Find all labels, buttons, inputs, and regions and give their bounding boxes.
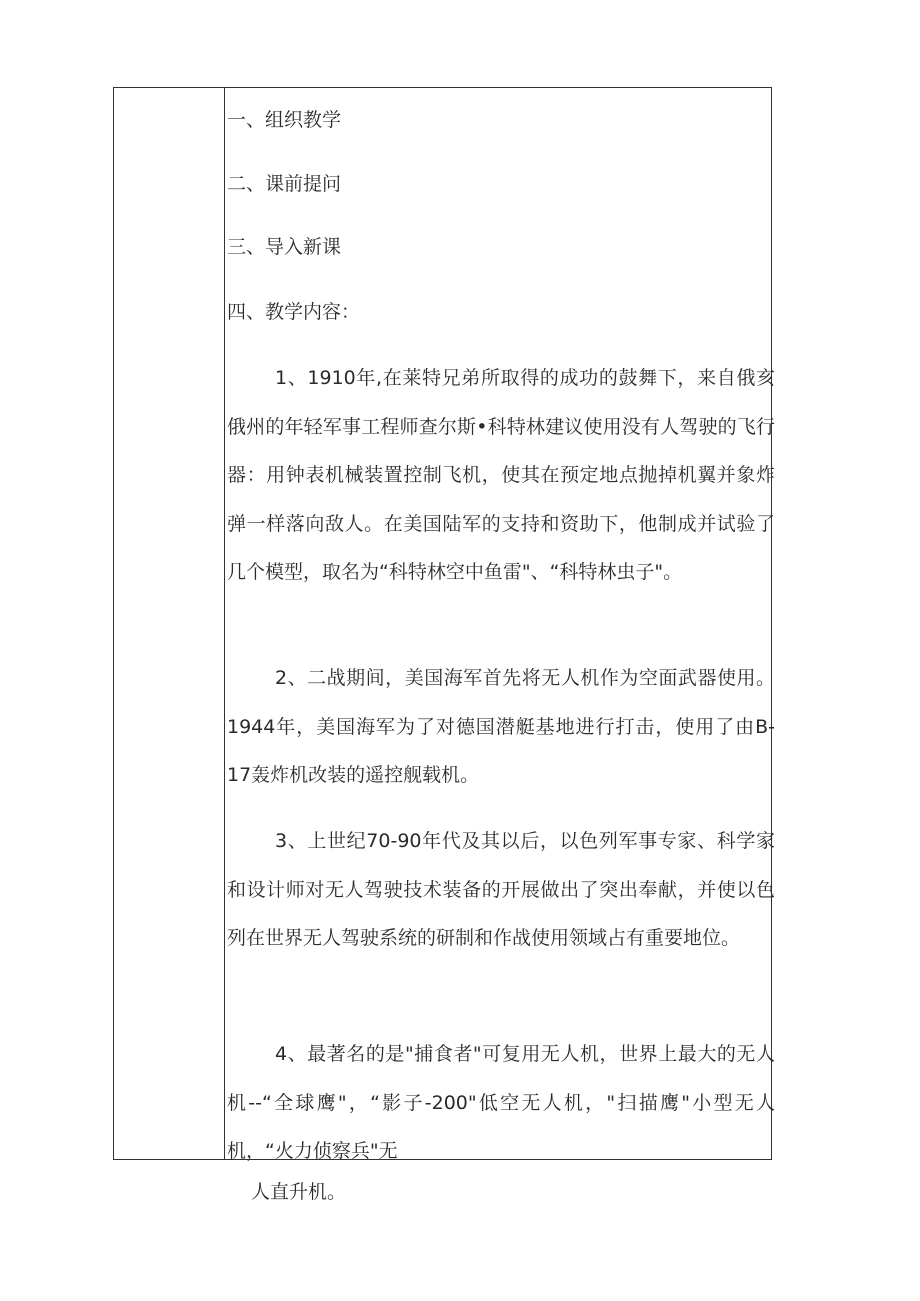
paragraph-1910-kettering: 1、1910年,在莱特兄弟所取得的成功的鼓舞下，来自俄亥俄州的年轻军事工程师查尔斯•科特林建议使用没有人驾驶的飞行器：用钟表机械装置控制飞机，使其在预定地点抛掉机翼并象炸弹一样落向敌人。在美国陆军的支持和资助下，他制成并试验了几个模型，取名为“科特林空中鱼雷"、“科特林虫子"。	[227, 367, 775, 583]
section-heading-new-lesson: 三、导入新课	[227, 236, 342, 258]
lesson-table	[113, 87, 772, 1160]
paragraph-continuation: 人直升机。	[251, 1181, 347, 1203]
paragraph-ww2-navy: 2、二战期间，美国海军首先将无人机作为空面武器使用。1944年，美国海军为了对德国潜艇基地进行打击，使用了由B-17轰炸机改装的遥控舰载机。	[227, 667, 775, 786]
table-column-divider	[224, 87, 225, 1160]
section-heading-organize: 一、组织教学	[227, 109, 342, 131]
paragraph-israel: 3、上世纪70-90年代及其以后，以色列军事专家、科学家和设计师对无人驾驶技术装备的开展做出了突出奉献，并使以色列在世界无人驾驶系统的研制和作战使用领域占有重要地位。	[227, 830, 775, 949]
section-heading-questions: 二、课前提问	[227, 173, 342, 195]
paragraph-famous-uavs: 4、最著名的是"捕食者"可复用无人机，世界上最大的无人机--“全球鹰"，“影子-200"低空无人机，"扫描鹰"小型无人机，“火力侦察兵"无	[227, 1043, 775, 1162]
section-heading-content: 四、教学内容：	[227, 301, 361, 323]
